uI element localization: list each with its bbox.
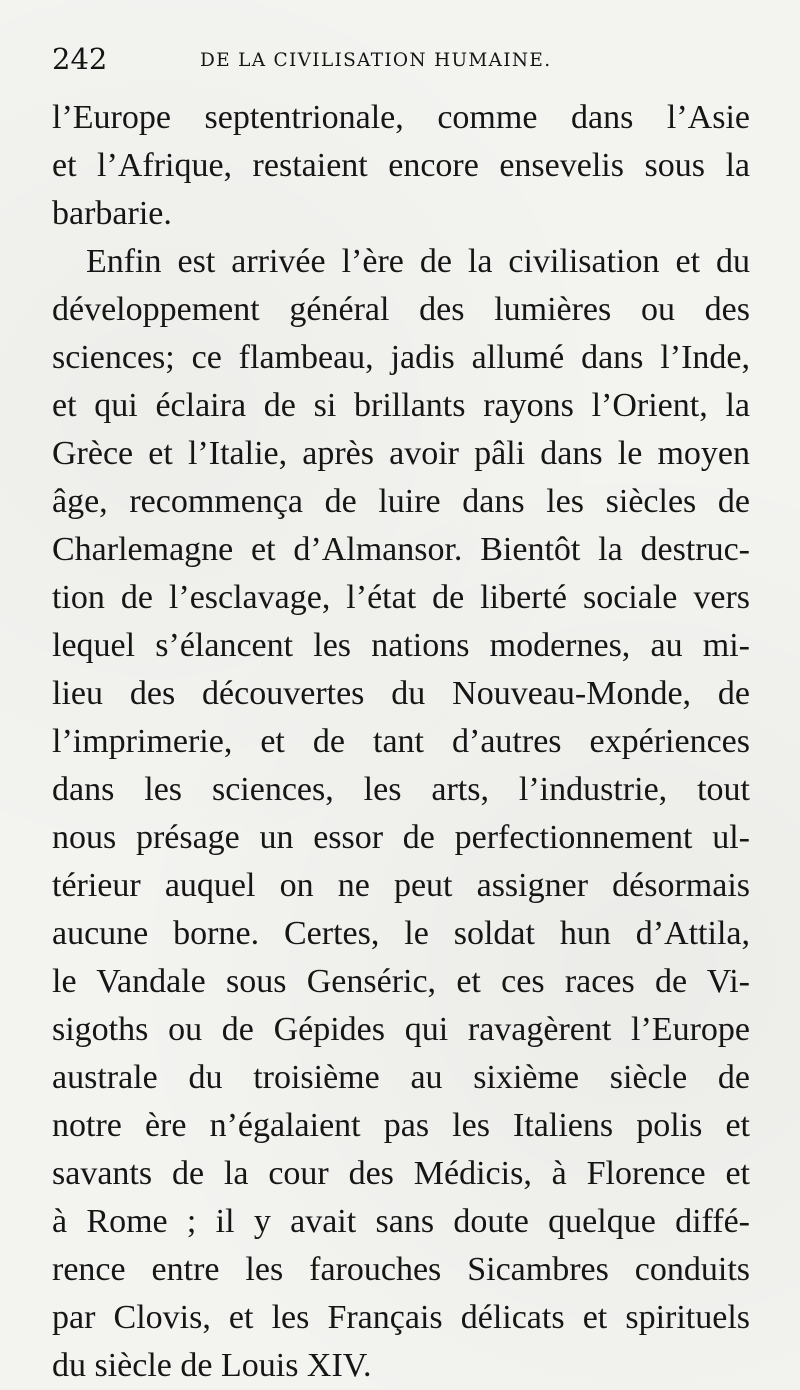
text-line: sigoths ou de Gépides qui ravagèrent l’Europe	[52, 1011, 750, 1048]
text-line: dans les sciences, les arts, l’industrie, tout	[52, 771, 750, 808]
text-line: développement général des lumières ou des	[52, 291, 750, 328]
text-line: âge, recommença de luire dans les siècles de	[52, 483, 750, 520]
text-line: du siècle de Louis XIV.	[52, 1347, 372, 1384]
text-line: térieur auquel on ne peut assigner désormais	[52, 867, 750, 904]
text-line: Grèce et l’Italie, après avoir pâli dans le moyen	[52, 435, 750, 472]
text-line: barbarie.	[52, 195, 172, 232]
text-line: par Clovis, et les Français délicats et spirituels	[52, 1299, 750, 1336]
text-line: Charlemagne et d’Almansor. Bientôt la destruc-	[52, 531, 750, 568]
text-line: savants de la cour des Médicis, à Florence et	[52, 1155, 750, 1192]
text-line: et qui éclaira de si brillants rayons l’Orient, la	[52, 387, 750, 424]
text-line: l’Europe septentrionale, comme dans l’Asie	[52, 99, 750, 136]
text-line: nous présage un essor de perfectionnement ul-	[52, 819, 750, 856]
text-line: Enfin est arrivée l’ère de la civilisation et du	[86, 243, 750, 280]
text-line: aucune borne. Certes, le soldat hun d’Attila,	[52, 915, 750, 952]
text-line: tion de l’esclavage, l’état de liberté sociale vers	[52, 579, 750, 616]
text-line: sciences; ce flambeau, jadis allumé dans l’Inde,	[52, 339, 750, 376]
text-line: le Vandale sous Genséric, et ces races de Vi-	[52, 963, 750, 1000]
text-line: à Rome ; il y avait sans doute quelque diffé-	[52, 1203, 750, 1240]
text-line: rence entre les farouches Sicambres conduits	[52, 1251, 750, 1288]
text-line: lieu des découvertes du Nouveau-Monde, de	[52, 675, 750, 712]
page-header	[52, 42, 758, 78]
page-number: 242	[52, 42, 108, 76]
text-line: notre ère n’égalaient pas les Italiens polis et	[52, 1107, 750, 1144]
page-body-text	[52, 94, 750, 1390]
text-line: australe du troisième au sixième siècle de	[52, 1059, 750, 1096]
running-title: DE LA CIVILISATION HUMAINE.	[200, 50, 552, 71]
text-line: lequel s’élancent les nations modernes, au mi-	[52, 627, 750, 664]
text-line: l’imprimerie, et de tant d’autres expériences	[52, 723, 750, 760]
text-line: et l’Afrique, restaient encore ensevelis sous la	[52, 147, 750, 184]
